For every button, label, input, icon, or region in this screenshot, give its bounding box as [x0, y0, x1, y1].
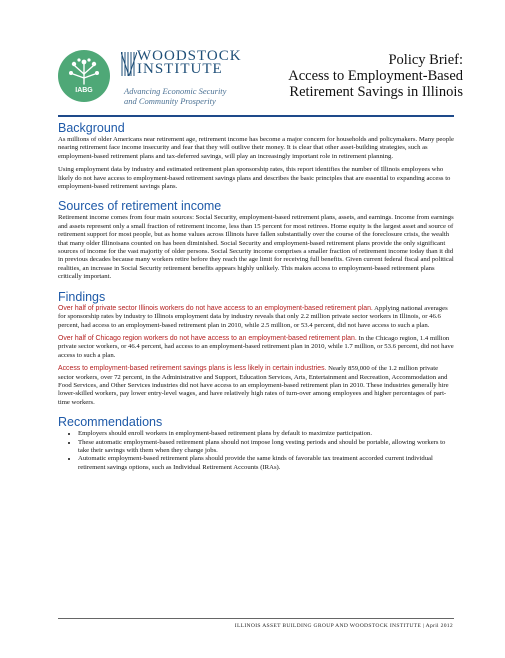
brief-content — [58, 120, 455, 472]
finding-2-title: Over half of Chicago region workers do not have access to an employment-based retirement plan. — [58, 334, 357, 342]
finding-1-title: Over half of private sector Illinois workers do not have access to an employment-based retirement plan. — [58, 304, 373, 312]
recommendations-heading: Recommendations — [58, 415, 163, 430]
finding-2-text: In the Chicago region, 1.4 million private sector workers, or 46.4 percent, had access to an employment-based retirement plan in 2010, while 1.7 million, or 53.6 percent, did not have access to such a plan. — [58, 334, 454, 359]
footer-text: ILLINOIS ASSET BUILDING GROUP AND WOODSTOCK INSTITUTE | April 2012 — [234, 623, 453, 629]
tagline-line1: Advancing Economic Security — [124, 86, 227, 96]
background-paragraph-1: As millions of older Americans near retirement age, retirement income has become a major concern for households and policymakers. Many people nearing retirement face income insecurity and fear that they will outlive their money. It is clear that other asset-building strategies, such as employment-based retirement plans and tax-deferred savings, will play an increasingly important role in retirement planning. — [58, 136, 454, 160]
finding-1-text: Applying national averages for sponsorship rates by industry to Illinois employment data by industry reveals that only 2.2 million private sector workers in Illinois, or 46.6 percent, had access to an employment-based retirement plan in 2010, while 2.5 million, or 53.4 percent, did not have access to such a plan. — [58, 304, 448, 329]
sources-paragraph: Retirement income comes from four main sources: Social Security, employment-based retirement plans, assets, and earnings. Income from earnings and assets represent only a small fraction of retirement income, less than 15 percent for most retirees. Home equity is the largest asset and source of retirement support for most people, but as home values across Illinois have fallen substantially over the course of the foreclosure crisis, the wealth that many older Illinoisans counted on has been diminished. Social Security and employment-based retirement plans provide the only significant sources of income for the vast majority of older persons. Social Security income comprises a smaller fraction of retirement income today than it did in previous decades because many workers retire before they reach the age limit for receiving full benefits. Given current federal fiscal and political realities, an increase in Social Security retirement benefits appears highly unlikely. This makes access to employment-based retirement plans critically important. — [58, 214, 454, 281]
brief-title-line1: Policy Brief: — [388, 52, 463, 68]
sources-heading: Sources of retirement income — [58, 199, 222, 214]
finding-2 — [58, 335, 455, 360]
woodstock-mark-icon — [121, 52, 137, 76]
finding-3-text: Nearly 859,000 of the 1.2 million private sector workers, over 72 percent, in the Administrative and Support, Education Services, Arts, Entertainment and Recreation, Accommodation and Food Services, and Other Services industries did not have access to an employment-based retirement plan in 2010. These industries generally hire lower-skilled workers, pay lower entry-level wages, and have relatively high rates of turn-over among employees and higher percentages of part-time workers. — [58, 365, 449, 406]
tagline-line2: and Community Prosperity — [124, 96, 216, 106]
recommendation-item: • Automatic employment-based retirement plans should provide the same kinds of favorable tax treatment accorded current individual retirement savings options, such as Individual Retirement Accounts (IRAs). — [78, 455, 455, 472]
woodstock-tagline — [124, 86, 226, 106]
recommendation-item: • Employers should enroll workers in employment-based retirement plans by default to maximize participation. — [78, 430, 455, 438]
finding-3-title: Access to employment-based retirement savings plans is less likely in certain industries. — [58, 365, 327, 373]
background-paragraph-2: Using employment data by industry and estimated retirement plan sponsorship rates, this report identifies the number of Illinois employees who likely do not have access to employment-based retirement savings plans and describes the basic principles that are essential to expanding access to employment-based retirement savings plans. — [58, 166, 451, 191]
background-heading: Background — [58, 121, 125, 135]
recommendations-list — [58, 430, 455, 472]
iabg-logo — [58, 50, 110, 102]
finding-1 — [58, 305, 455, 330]
iabg-label: IABG — [75, 87, 93, 94]
header-divider — [58, 115, 454, 117]
tree-icon — [58, 50, 110, 102]
findings-heading: Findings — [58, 289, 106, 304]
brief-title-line2: Access to Employment-Based — [288, 68, 463, 84]
finding-3 — [58, 365, 455, 407]
woodstock-wordmark — [137, 50, 242, 76]
recommendation-item: • These automatic employment-based retirement plans should not impose long vesting periods and should be portable, allowing workers to take their savings with them when they change jobs. — [78, 439, 455, 456]
footer-divider — [58, 618, 454, 619]
org-name-line1: WOODSTOCK — [137, 48, 242, 64]
org-name-line2: INSTITUTE — [137, 61, 223, 77]
brief-title-line3: Retirement Savings in Illinois — [289, 84, 463, 100]
brief-title — [288, 52, 463, 100]
